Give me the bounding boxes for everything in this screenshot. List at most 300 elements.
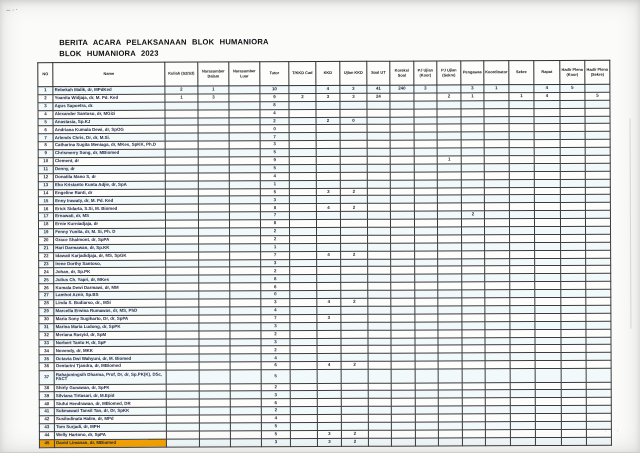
cell-no: 2 — [38, 95, 53, 103]
cell-hadir_pleno_sekre — [585, 84, 610, 92]
cell-pj_ujian_koor — [415, 398, 438, 406]
cell-koordinator — [484, 148, 509, 156]
cell-hadir_pleno_koor — [560, 124, 585, 132]
cell-tkkd_cad — [289, 149, 316, 157]
cell-hadir_pleno_koor — [561, 297, 586, 305]
cell-hadir_pleno_sekre — [586, 337, 611, 345]
column-header-hadir_pleno_koor: Hadir Pleno (Koor) — [560, 60, 585, 84]
cell-hadir_pleno_sekre — [586, 289, 611, 297]
cell-koordinator — [485, 422, 510, 430]
cell-koreksi_soal — [391, 330, 415, 338]
cell-pj_ujian_sekre — [437, 132, 461, 140]
cell-nar_luar — [230, 291, 261, 299]
cell-nar_luar — [230, 275, 261, 283]
cell-pj_ujian_koor — [414, 156, 437, 164]
cell-tutor: 9 — [260, 157, 289, 165]
cell-name: Susilodinata Halim, dr, MPd — [54, 415, 166, 423]
cell-pengawas — [462, 414, 485, 422]
cell-name: Oentarini Tjandra, dr, MBiomed — [54, 362, 166, 370]
cell-rapat — [535, 429, 561, 437]
cell-no: 45 — [39, 439, 54, 447]
cell-nar_luar — [230, 354, 261, 362]
cell-pj_ujian_sekre: 1 — [437, 156, 461, 164]
cell-no: 27 — [39, 292, 54, 300]
cell-ujian_kkd — [340, 172, 367, 180]
cell-nar_dalam — [199, 415, 230, 423]
cell-nar_dalam — [199, 370, 230, 384]
cell-hadir_pleno_koor — [561, 406, 586, 414]
cell-kuliah — [166, 399, 199, 407]
cell-pengawas — [461, 124, 484, 132]
cell-tutor: 6 — [261, 283, 290, 291]
cell-hadir_pleno_koor — [561, 250, 586, 258]
cell-soal_ut — [367, 133, 390, 141]
cell-koreksi_soal — [390, 164, 414, 172]
cell-kuliah — [166, 391, 199, 399]
cell-tkkd_cad — [289, 188, 316, 196]
cell-koreksi_soal — [391, 414, 415, 422]
cell-koordinator — [484, 93, 509, 101]
cell-nar_dalam — [199, 391, 230, 399]
cell-nar_dalam — [199, 259, 230, 267]
cell-koordinator — [484, 164, 509, 172]
cell-hadir_pleno_sekre: 5 — [585, 92, 610, 100]
cell-hadir_pleno_sekre — [586, 234, 611, 242]
cell-pj_ujian_sekre — [438, 243, 462, 251]
cell-soal_ut — [367, 140, 390, 148]
cell-tutor: 6 — [261, 399, 290, 407]
cell-nar_luar — [230, 383, 261, 391]
cell-koreksi_soal — [391, 290, 415, 298]
cell-ujian_kkd — [341, 267, 368, 275]
cell-hadir_pleno_koor — [560, 218, 585, 226]
cell-koreksi_soal — [391, 251, 415, 259]
cell-rapat — [535, 290, 561, 298]
cell-no: 26 — [39, 284, 54, 292]
cell-pj_ujian_sekre — [438, 298, 462, 306]
cell-nar_luar — [230, 415, 261, 423]
cell-hadir_pleno_koor — [561, 258, 586, 266]
cell-name: Marcella Erwina Rumawas, dr, MS, PhD — [54, 307, 166, 315]
cell-kuliah — [165, 102, 198, 110]
cell-hadir_pleno_koor: 5 — [560, 84, 585, 92]
cell-ujian_kkd — [340, 141, 367, 149]
cell-ujian_kkd — [341, 346, 368, 354]
cell-pengawas: 3 — [461, 85, 484, 93]
cell-kkd — [317, 306, 341, 314]
cell-nar_luar — [229, 109, 260, 117]
cell-kuliah — [165, 141, 198, 149]
cell-kuliah — [165, 165, 198, 173]
cell-no: 41 — [39, 408, 54, 416]
cell-nar_luar — [230, 315, 261, 323]
cell-nar_dalam — [199, 315, 230, 323]
cell-no: 23 — [39, 260, 54, 268]
cell-koordinator — [485, 266, 510, 274]
cell-sekre — [509, 132, 534, 140]
cell-rapat — [535, 390, 561, 398]
cell-tkkd_cad — [290, 399, 317, 407]
cell-koreksi_soal — [391, 398, 415, 406]
cell-tkkd_cad — [290, 314, 317, 322]
cell-tkkd_cad — [290, 423, 317, 431]
cell-koordinator — [485, 390, 510, 398]
cell-sekre — [510, 361, 535, 369]
cell-pj_ujian_sekre — [438, 361, 462, 369]
cell-hadir_pleno_koor — [560, 147, 585, 155]
cell-pj_ujian_koor — [414, 124, 437, 132]
cell-soal_ut — [367, 219, 390, 227]
cell-sekre — [510, 290, 535, 298]
cell-koreksi_soal — [391, 353, 415, 361]
column-header-nar_dalam: Narasumber Dalam — [198, 62, 229, 86]
cell-pengawas — [462, 227, 485, 235]
cell-hadir_pleno_sekre — [586, 321, 611, 329]
cell-koordinator — [485, 314, 510, 322]
cell-name: Grace Shalmont, dr, SpPA — [54, 236, 166, 244]
cell-no: 10 — [38, 158, 53, 166]
cell-hadir_pleno_sekre — [585, 108, 610, 116]
cell-kkd — [316, 196, 340, 204]
cell-pengawas — [461, 203, 484, 211]
cell-nar_dalam: 3 — [198, 94, 229, 102]
cell-koreksi_soal — [391, 369, 415, 383]
cell-hadir_pleno_sekre — [586, 390, 611, 398]
cell-kkd: 3 — [317, 314, 341, 322]
cell-nar_dalam — [199, 346, 230, 354]
cell-kuliah — [166, 244, 199, 252]
cell-nar_luar — [229, 212, 260, 220]
cell-nar_dalam — [198, 117, 229, 125]
cell-koreksi_soal — [391, 438, 415, 446]
cell-kkd: 3 — [317, 438, 341, 446]
cell-hadir_pleno_sekre — [586, 382, 611, 390]
pencil-scribble-mark: ~·· — [5, 4, 20, 16]
cell-koreksi_soal — [391, 406, 415, 414]
cell-no: 37 — [39, 371, 54, 385]
table-header — [38, 60, 610, 86]
cell-rapat — [535, 337, 561, 345]
cell-koreksi_soal — [391, 361, 415, 369]
cell-pj_ujian_sekre — [438, 398, 462, 406]
cell-pj_ujian_sekre — [438, 414, 462, 422]
cell-nar_dalam — [198, 188, 229, 196]
cell-name: Idawati Karjadidjaja, dr, MS, SpGK — [54, 252, 166, 260]
cell-sekre — [510, 321, 535, 329]
cell-kuliah — [166, 291, 199, 299]
cell-nar_luar — [230, 391, 261, 399]
cell-soal_ut — [368, 383, 391, 391]
cell-name: Kumala Dewi Darmawi, dr, MM — [54, 283, 166, 291]
cell-rapat — [534, 187, 560, 195]
cell-nar_dalam — [198, 125, 229, 133]
cell-koordinator — [484, 100, 509, 108]
cell-hadir_pleno_koor — [560, 132, 585, 140]
cell-nar_dalam — [199, 399, 230, 407]
cell-no: 38 — [39, 384, 54, 392]
cell-nar_luar — [229, 188, 260, 196]
cell-koreksi_soal — [391, 282, 415, 290]
cell-pj_ujian_koor — [415, 290, 438, 298]
cell-kkd — [317, 227, 341, 235]
cell-kkd: 2 — [316, 117, 340, 125]
cell-kkd: 4 — [317, 362, 341, 370]
cell-nar_dalam — [198, 157, 229, 165]
cell-nar_dalam — [199, 275, 230, 283]
cell-pengawas — [462, 361, 485, 369]
cell-pj_ujian_koor — [415, 438, 438, 446]
title-line-1: BERITA ACARA PELAKSANAAN BLOK HUMANIORA — [59, 37, 269, 48]
cell-tkkd_cad — [289, 109, 316, 117]
cell-rapat: 4 — [534, 84, 560, 92]
cell-no: 40 — [39, 400, 54, 408]
column-header-kkd: KKD — [316, 61, 340, 85]
cell-kkd — [316, 141, 340, 149]
cell-tutor: 3 — [260, 196, 289, 204]
cell-no: 42 — [39, 416, 54, 424]
cell-tutor: 2 — [261, 330, 290, 338]
cell-pj_ujian_sekre — [437, 124, 461, 132]
cell-tutor: 3 — [261, 438, 290, 446]
cell-tkkd_cad: 2 — [289, 93, 316, 101]
cell-pj_ujian_sekre — [437, 148, 461, 156]
cell-koordinator — [485, 235, 510, 243]
cell-pj_ujian_koor — [415, 406, 438, 414]
cell-tkkd_cad — [290, 267, 317, 275]
cell-nar_luar — [230, 423, 261, 431]
cell-koreksi_soal — [390, 196, 414, 204]
cell-pj_ujian_sekre — [438, 274, 462, 282]
cell-sekre: 1 — [509, 92, 534, 100]
cell-kuliah — [166, 283, 199, 291]
cell-nar_dalam — [198, 204, 229, 212]
column-header-ujian_kkd: Ujian KKD — [340, 61, 367, 85]
cell-koreksi_soal — [391, 322, 415, 330]
cell-name: Octavia Dwi Wahyuni, dr, M. Biomed — [54, 354, 166, 362]
cell-ujian_kkd — [341, 422, 368, 430]
cell-no: 32 — [39, 331, 54, 339]
cell-name: Siufui Hendrawan, dr, MBiomed, DR — [54, 400, 166, 408]
cell-nar_luar — [229, 220, 260, 228]
cell-pengawas — [461, 195, 484, 203]
cell-pj_ujian_koor — [415, 266, 438, 274]
cell-nar_dalam — [199, 439, 230, 447]
cell-ujian_kkd: 2 — [341, 430, 368, 438]
cell-no: 1 — [38, 87, 53, 95]
cell-nar_dalam — [199, 291, 230, 299]
cell-name: Ernawati, dr, MS — [53, 212, 165, 220]
cell-no: 7 — [38, 134, 53, 142]
cell-soal_ut — [368, 275, 391, 283]
cell-no: 9 — [38, 150, 53, 158]
cell-soal_ut — [368, 282, 391, 290]
cell-soal_ut — [367, 204, 390, 212]
cell-ujian_kkd: 2 — [340, 204, 367, 212]
cell-ujian_kkd — [341, 399, 368, 407]
cell-tkkd_cad — [290, 370, 317, 384]
cell-no: 33 — [39, 339, 54, 347]
cell-koreksi_soal — [391, 259, 415, 267]
cell-kuliah — [165, 173, 198, 181]
cell-kuliah — [166, 384, 199, 392]
cell-kkd — [317, 346, 341, 354]
cell-hadir_pleno_koor — [561, 345, 586, 353]
cell-sekre — [510, 390, 535, 398]
cell-tutor: 2 — [260, 117, 289, 125]
cell-hadir_pleno_sekre — [586, 437, 611, 445]
cell-nar_dalam — [199, 307, 230, 315]
cell-ujian_kkd — [341, 369, 368, 383]
cell-ujian_kkd — [341, 243, 368, 251]
cell-koreksi_soal — [390, 172, 414, 180]
cell-no: 3 — [38, 102, 53, 110]
cell-pengawas — [462, 430, 485, 438]
cell-no: 34 — [39, 347, 54, 355]
column-header-pengawas: Pengawas — [461, 61, 484, 85]
cell-rapat — [535, 282, 561, 290]
cell-ujian_kkd: 2 — [341, 438, 368, 446]
cell-ujian_kkd — [340, 156, 367, 164]
cell-kuliah — [166, 346, 199, 354]
cell-kkd: 3 — [317, 430, 341, 438]
cell-hadir_pleno_koor — [560, 155, 585, 163]
cell-ujian_kkd: 2 — [341, 361, 368, 369]
cell-pengawas — [461, 187, 484, 195]
cell-pengawas — [462, 345, 485, 353]
cell-pengawas — [461, 156, 484, 164]
cell-nar_luar — [230, 439, 261, 447]
cell-hadir_pleno_sekre — [585, 132, 610, 140]
cell-hadir_pleno_sekre — [586, 305, 611, 313]
cell-kuliah — [165, 110, 198, 118]
cell-pj_ujian_koor — [414, 140, 437, 148]
cell-soal_ut — [367, 196, 390, 204]
cell-tutor: 1 — [260, 180, 289, 188]
cell-ujian_kkd: 3 — [340, 93, 367, 101]
cell-pj_ujian_koor — [414, 93, 437, 101]
cell-hadir_pleno_sekre — [586, 313, 611, 321]
cell-pj_ujian_sekre — [437, 172, 461, 180]
cell-no: 28 — [39, 300, 54, 308]
cell-koordinator — [485, 353, 510, 361]
cell-pj_ujian_koor — [414, 219, 437, 227]
cell-koordinator — [484, 179, 509, 187]
cell-name: Hari Darmawan, dr, Sp.KK — [54, 244, 166, 252]
cell-ujian_kkd — [341, 314, 368, 322]
cell-koordinator — [485, 298, 510, 306]
cell-hadir_pleno_sekre — [586, 360, 611, 368]
cell-nar_luar — [229, 173, 260, 181]
cell-nar_luar — [229, 117, 260, 125]
cell-pj_ujian_sekre — [437, 140, 461, 148]
cell-nar_luar — [229, 157, 260, 165]
cell-hadir_pleno_sekre — [586, 266, 611, 274]
cell-kuliah — [166, 315, 199, 323]
cell-pj_ujian_koor — [415, 390, 438, 398]
paper-fold-line — [630, 119, 632, 329]
cell-koordinator — [485, 290, 510, 298]
cell-koordinator — [485, 329, 510, 337]
cell-kkd — [317, 330, 341, 338]
cell-nar_dalam — [199, 338, 230, 346]
cell-pj_ujian_koor — [415, 227, 438, 235]
cell-name: Agus Sapoetra, dr. — [53, 102, 165, 110]
cell-pj_ujian_sekre — [438, 306, 462, 314]
cell-tutor: 3 — [261, 391, 290, 399]
cell-tutor: 2 — [261, 407, 290, 415]
cell-tkkd_cad — [289, 212, 316, 220]
cell-kuliah: 2 — [165, 86, 198, 94]
cell-nar_dalam — [198, 102, 229, 110]
cell-pj_ujian_koor — [415, 251, 438, 259]
cell-hadir_pleno_sekre — [586, 242, 611, 250]
cell-koordinator — [484, 187, 509, 195]
cell-rapat — [535, 421, 561, 429]
cell-rapat — [535, 297, 561, 305]
cell-hadir_pleno_koor — [561, 289, 586, 297]
cell-koreksi_soal — [390, 125, 414, 133]
cell-pj_ujian_koor — [415, 430, 438, 438]
cell-no: 18 — [38, 221, 53, 229]
cell-tutor: 5 — [261, 423, 290, 431]
cell-sekre — [510, 242, 535, 250]
cell-soal_ut — [367, 148, 390, 156]
cell-sekre — [510, 345, 535, 353]
cell-sekre — [510, 313, 535, 321]
cell-rapat — [534, 163, 560, 171]
cell-no: 12 — [38, 173, 53, 181]
cell-tkkd_cad — [289, 101, 316, 109]
cell-nar_luar — [229, 141, 260, 149]
column-header-tutor: Tutor — [260, 62, 289, 86]
cell-rapat — [534, 116, 560, 124]
cell-kkd — [316, 172, 340, 180]
cell-pj_ujian_sekre — [438, 266, 462, 274]
cell-name: Engeline Ranti, dr — [53, 189, 165, 197]
cell-koreksi_soal: 240 — [390, 85, 414, 93]
cell-tutor: 7 — [260, 133, 289, 141]
cell-name: Norbert Tanto H, dr, SpF — [54, 339, 166, 347]
cell-nar_dalam — [199, 362, 230, 370]
cell-pj_ujian_koor — [415, 361, 438, 369]
cell-no: 4 — [38, 110, 53, 118]
cell-kkd — [317, 399, 341, 407]
cell-ujian_kkd — [341, 235, 368, 243]
cell-kuliah — [166, 307, 199, 315]
cell-hadir_pleno_sekre — [586, 368, 611, 382]
cell-kkd — [317, 338, 341, 346]
cell-soal_ut — [368, 259, 391, 267]
cell-sekre — [509, 203, 534, 211]
cell-koreksi_soal — [390, 132, 414, 140]
cell-pengawas — [462, 282, 485, 290]
cell-tutor: 5 — [260, 149, 289, 157]
cell-sekre — [509, 156, 534, 164]
cell-nar_dalam — [198, 141, 229, 149]
column-header-kuliah: Kuliah (S2/S3) — [165, 62, 198, 86]
cell-pengawas — [462, 243, 485, 251]
cell-pj_ujian_koor — [415, 235, 438, 243]
cell-rapat — [535, 226, 561, 234]
cell-pj_ujian_koor — [414, 109, 437, 117]
cell-rapat — [534, 124, 560, 132]
cell-kuliah — [165, 157, 198, 165]
cell-no: 44 — [39, 432, 54, 440]
cell-tkkd_cad — [289, 117, 316, 125]
cell-tutor: 7 — [260, 212, 289, 220]
cell-pj_ujian_sekre: 2 — [437, 93, 461, 101]
cell-pj_ujian_sekre — [437, 219, 461, 227]
